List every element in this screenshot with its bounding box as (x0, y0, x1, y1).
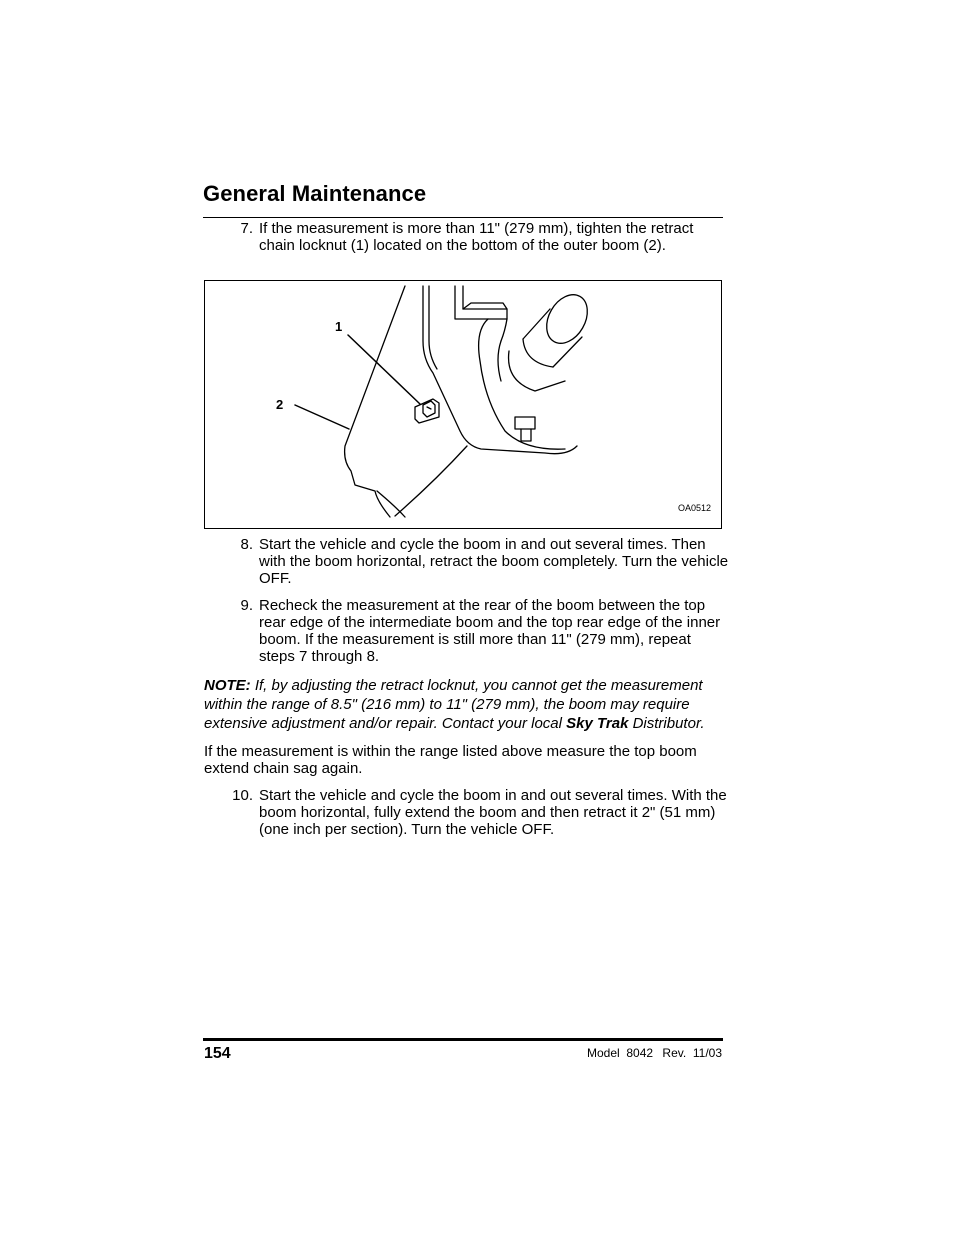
note-text-end: Distributor. (628, 715, 705, 732)
step-text: Start the vehicle and cycle the boom in and out several times. With the boom horizontal, fully extend the boom and then retract it 2" (51 mm) (one inch per section). Turn the vehicle OFF. (259, 787, 727, 838)
figure-code: OA0512 (677, 503, 711, 513)
footer-info (581, 1046, 722, 1060)
step-8 (240, 536, 729, 587)
step-text: If the measurement is more than 11" (279 mm), tighten the retract chain locknut (1) located on the bottom of the outer boom (2). (259, 220, 694, 254)
title-rule (203, 217, 723, 218)
callout-2: 2 (276, 397, 284, 412)
step-number: 8. (240, 536, 253, 553)
model-label: Model 8042 (587, 1046, 654, 1060)
step-9 (240, 597, 729, 665)
paragraph: If the measurement is within the range listed above measure the top boom extend chain sag again. (204, 743, 697, 777)
note (204, 676, 726, 733)
step-text: Start the vehicle and cycle the boom in and out several times. Then with the boom horizontal, retract the boom completely. Turn the vehicle OFF. (259, 536, 729, 587)
brand-name: Sky Trak (566, 715, 629, 732)
step-text: Recheck the measurement at the rear of the boom between the top rear edge of the intermediate boom and the top rear edge of the inner boom. If the measurement is still more than 11" (279 mm), repeat steps 7 through 8. (259, 597, 721, 665)
step-number: 10. (232, 787, 253, 804)
revision-label: Rev. 11/03 (662, 1046, 722, 1060)
note-text: If, by adjusting the retract locknut, you cannot get the measurement within the range of 8.5" (216 mm) to 11" (279 mm), the boom may require extensive adjustment and/or repair. Contact your local (204, 677, 703, 732)
step-number: 9. (240, 597, 253, 614)
locknut-figure (204, 280, 722, 529)
step-10 (232, 787, 729, 838)
footer-rule (203, 1038, 723, 1041)
note-label: NOTE: (204, 677, 251, 694)
step-number: 7. (240, 220, 253, 237)
callout-1: 1 (335, 319, 343, 334)
section-title: General Maintenance (203, 181, 427, 206)
step-7 (240, 220, 729, 254)
page-number: 154 (204, 1045, 231, 1062)
